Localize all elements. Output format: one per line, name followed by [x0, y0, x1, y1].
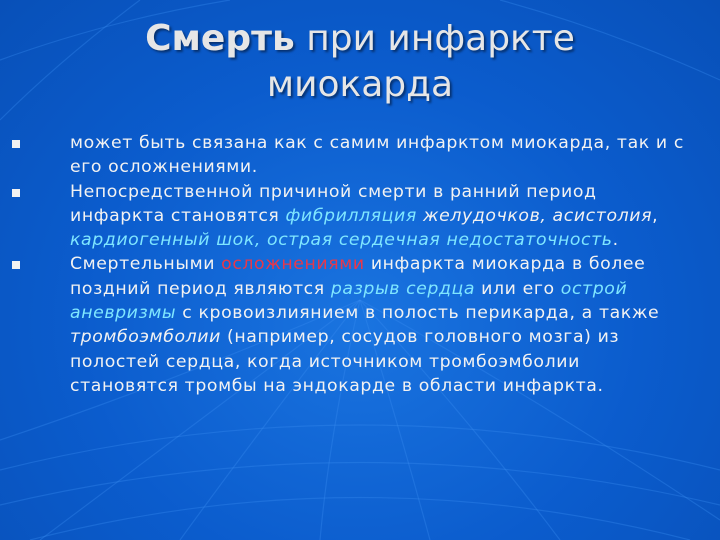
highlight-term-red: осложнениями: [221, 254, 365, 275]
title-line2: миокарда: [266, 64, 454, 105]
slide-title: [60, 16, 660, 108]
highlight-term: кардиогенный шок, острая сердечная недостаточность: [70, 230, 613, 251]
list-item: [12, 180, 692, 253]
list-item: [12, 252, 692, 398]
bullet-text: или его: [475, 278, 561, 299]
emphasis-term: тромбоэмболии: [70, 327, 221, 348]
highlight-term: фибрилляция: [285, 205, 417, 226]
title-line1-rest: при инфаркте: [294, 18, 575, 59]
bullet-list: [12, 131, 692, 398]
highlight-term: разрыв сердца: [330, 278, 476, 299]
square-bullet-icon: [12, 140, 20, 148]
square-bullet-icon: [12, 189, 20, 197]
bullet-text: .: [612, 230, 619, 251]
bullet-text: может быть связана как с самим инфарктом миокарда, так и с его осложнениями.: [70, 133, 684, 178]
bullet-text: инфаркта миокарда в более поздний период являются: [70, 254, 646, 299]
square-bullet-icon: [12, 261, 20, 269]
bullet-text: с кровоизлиянием в полость перикарда, а также: [176, 303, 660, 324]
title-bold-word: Смерть: [145, 18, 295, 59]
bullet-text: Смертельными: [70, 254, 222, 275]
bullet-text: ,: [652, 205, 659, 226]
highlight-term: острой аневризмы: [70, 278, 628, 324]
bullet-text: Непосредственной причиной смерти в ранний период инфаркта становятся: [70, 181, 597, 226]
bullet-text: (например, сосудов головного мозга) из полостей сердца, когда источником тромбоэмболии становятся тромбы на эндокарде в области инфаркта.: [70, 327, 620, 396]
emphasis-term: желудочков, асистолия: [422, 205, 653, 226]
list-item: [12, 131, 692, 180]
